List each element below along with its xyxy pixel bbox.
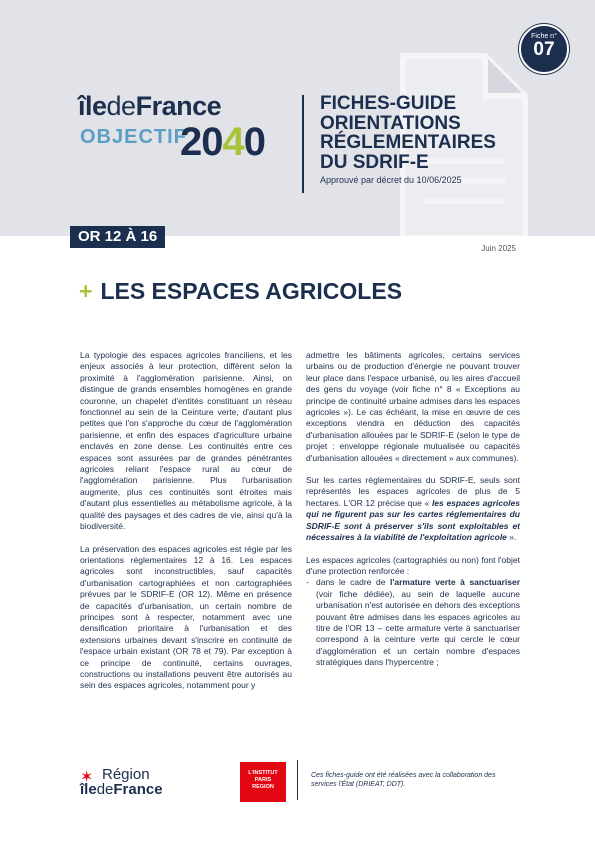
collaboration-note: Ces fiches-guide ont été réalisées avec la collaboration des services l'État (DRIEAT, DDT).	[311, 772, 496, 788]
institut-line: PARIS	[254, 777, 272, 783]
title-block	[320, 94, 520, 185]
right-column	[306, 350, 520, 669]
logo-year-a: 20	[180, 120, 223, 164]
paragraph	[306, 475, 520, 543]
region-word: Région	[102, 766, 150, 783]
protection-list	[306, 577, 520, 668]
logo-ile: île	[78, 91, 107, 121]
title-line-1: FICHES-GUIDE	[320, 93, 457, 114]
footer-divider	[297, 760, 298, 800]
idf-2040-logo	[78, 92, 288, 164]
header-divider	[302, 95, 304, 193]
title-line-2: ORIENTATIONS	[320, 112, 461, 134]
logo-year-b: 4	[222, 120, 244, 164]
paragraph: admettre les bâtiments agricoles, certains services urbains ou de production d'énergie ne pouvant trouver leur place dans l'espace urbanisé, ou les aires d'accueil des gens du voyage (voir fiche n° 8 « Exceptions au principe de continuité urbaine admises dans les espaces agricoles »). Le cas échéant, la mise en œuvre de ces exceptions viendra en déduction des capacités d'urbanisation allouées par le SDRIF-E (selon le type de projet : enveloppe régionale mutualisée ou capacités d'urbanisation allouées « directement » aux communes).	[306, 350, 520, 463]
paragraph: La typologie des espaces agricoles franciliens, et les enjeux associés à leur protection, diffèrent selon la proximité à l'agglomération parisienne. Ainsi, on distingue de grands ensembles homogènes en grande couronne, un chapelet d'entités constituant un réseau fonctionnel au sein de la Ceinture verte, d'autant plus petites que l'on s'approche du cœur de l'agglomération parisienne, et enfin des espaces d'agriculture urbaine enclavés en zone dense. Les continuités entre ces espaces sont assurées par de grandes pénétrantes agricoles reliant l'espace rural au cœur de l'agglomération parisienne. Plus l'urbanisation augmente, plus ces continuités sont étroites mais d'autant plus essentielles au métabolisme agricole, à la qualité des paysages et des cadres de vie, ainsi qu'à la biodiversité.	[80, 350, 292, 532]
region-france: France	[113, 781, 163, 798]
logo-france: France	[135, 91, 222, 121]
logo-year-c: 0	[243, 120, 265, 164]
publication-date: Juin 2025	[481, 244, 516, 253]
region-ile: île	[80, 781, 97, 798]
institut-logo	[240, 762, 286, 802]
list-item	[306, 577, 520, 668]
paragraph: La préservation des espaces agricoles est régie par les orientations réglementaires 12 à 16. Les espaces agricoles sont inconstructibles, sauf capacités d'urbanisation cartographiées et non cartographiées prévues par le SDRIF-E (OR 12). Même en présence de capacités d'urbanisation, un certain nombre de principes sont à respecter, notamment avec une densification prioritaire à l'urbanisation et des extensions urbaines devant s'inscrire en continuité de l'espace urbain existant (OR 78 et 79). Par exception à ce principe de continuité, certains ouvrages, constructions ou installations peuvent être autorisés au sein des espaces agricoles, notamment pour y	[80, 543, 292, 691]
emphasis-text: les espaces agricoles qui ne figurent pas sur les cartes réglementaires du SDRIF-E sont à préserver s'ils sont exploitables et nécessaires à la viabilité de l'exploitation agricole	[306, 497, 521, 543]
institut-line: REGION	[252, 784, 274, 790]
left-column	[80, 350, 292, 703]
title-line-3: RÉGLEMENTAIRES	[320, 132, 496, 153]
plus-icon: +	[79, 278, 93, 304]
logo-objectif: OBJECTIF	[80, 126, 187, 148]
fiche-badge-number: 07	[533, 39, 555, 60]
title-line-4: DU SDRIF-E	[320, 151, 429, 173]
fiche-badge-label: Fiche n°	[531, 33, 557, 40]
text-span: dans le cadre de	[316, 577, 390, 588]
text-span: (voir fiche dédiée), au sein de laquelle aucune urbanisation n'est autorisée en dehors des exceptions pouvant être admises dans les espaces agricoles au titre de l'OR 13 – cette armature verte à sanctuariser correspond à la ceinture verte qui cercle le cœur d'agglomération et un certain nombre d'espaces stratégiques dans l'hypercentre ;	[316, 588, 520, 668]
logo-iledefrance	[78, 92, 288, 120]
bold-text: l'armature verte à sanctuariser	[389, 577, 521, 588]
section-title	[79, 278, 402, 305]
logo-de: de	[106, 91, 136, 121]
paragraph: Les espaces agricoles (cartographiés ou non) font l'objet d'une protection renforcée :	[306, 554, 520, 576]
approval-subtitle: Approuvé par décret du 10/06/2025	[320, 175, 462, 185]
region-de: de	[96, 781, 114, 798]
text-span: Sur les cartes réglementaires du SDRIF-E, seuls sont représentés les espaces agricoles de plus de 5 hectares. L'OR 12 précise que «	[306, 475, 520, 508]
section-title-text: LES ESPACES AGRICOLES	[100, 278, 403, 304]
region-star-icon: ✶	[80, 769, 94, 786]
region-logo	[80, 767, 163, 798]
text-span: ».	[506, 532, 517, 543]
or-label: OR 12 À 16	[70, 226, 165, 248]
institut-line: L'INSTITUT	[248, 770, 278, 776]
fiche-badge	[519, 24, 569, 74]
logo-year	[180, 120, 265, 164]
footer	[0, 756, 595, 806]
